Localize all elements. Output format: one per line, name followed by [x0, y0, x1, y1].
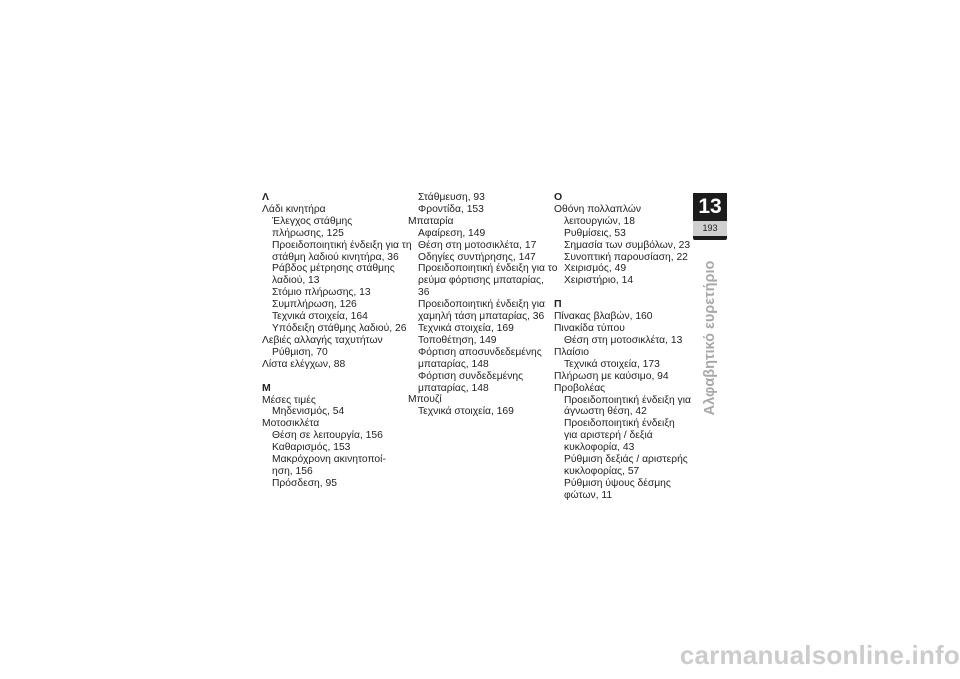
index-entry: Μπαταρία [408, 215, 454, 227]
index-entry: Λάδι κινητήρα [262, 203, 326, 215]
index-entry-continuation: κυκλοφορίας, 57 [564, 465, 640, 477]
chapter-tab [693, 193, 727, 240]
index-subentry: Προειδοποιητική ένδειξη για το [418, 263, 558, 275]
index-entry-continuation: στάθμη λαδιού κινητήρα, 36 [272, 251, 399, 263]
index-subentry: Ράβδος μέτρησης στάθμης [272, 263, 395, 275]
index-subentry: Τοποθέτηση, 149 [418, 334, 497, 346]
index-subentry: Προειδοποιητική ένδειξη για [564, 394, 691, 406]
index-entry-continuation: μπαταρίας, 148 [418, 382, 489, 394]
index-subentry: Τεχνικά στοιχεία, 169 [418, 322, 514, 334]
index-entry-continuation: μπαταρίας, 148 [418, 358, 489, 370]
index-entry-continuation: φώτων, 11 [564, 489, 613, 501]
index-subentry: Θέση στη μοτοσικλέτα, 17 [418, 239, 537, 251]
index-entry-continuation: άγνωστη θέση, 42 [564, 406, 647, 418]
index-subentry: Έλεγχος στάθμης [272, 215, 353, 227]
chapter-number: 13 [698, 195, 722, 218]
index-entry: Πλαίσιο [554, 346, 590, 358]
index-subentry: Στάθμευση, 93 [418, 192, 485, 203]
index-subentry: Ρύθμιση δεξιάς / αριστερής [564, 454, 688, 466]
index-subentry: Προειδοποιητική ένδειξη για [418, 299, 545, 311]
index-subentry: Προειδοποιητική ένδειξη [564, 418, 675, 430]
index-subentry: Χειρισμός, 49 [564, 263, 627, 275]
index-subentry: Προειδοποιητική ένδειξη για τη [272, 239, 412, 251]
index-entry-continuation: λαδιού, 13 [272, 275, 320, 287]
index-letter-heading: Π [554, 298, 562, 311]
index-subentry: Τεχνικά στοιχεία, 173 [564, 358, 660, 370]
index-column-1 [262, 192, 412, 490]
index-entry-continuation: λειτουργιών, 18 [564, 215, 635, 227]
index-subentry: Ρυθμίσεις, 53 [564, 227, 626, 239]
index-subentry: Ρύθμιση, 70 [272, 346, 328, 358]
index-entry-continuation: κυκλοφορία, 43 [564, 442, 635, 454]
index-entry: Λεβιές αλλαγής ταχυτήτων [262, 334, 383, 346]
index-subentry: Σημασία των συμβόλων, 23 [564, 239, 691, 251]
index-subentry: Υπόδειξη στάθμης λαδιού, 26 [272, 322, 407, 334]
index-subentry: Μηδενισμός, 54 [272, 406, 345, 418]
index-entry: Μοτοσικλέτα [262, 418, 320, 430]
index-subentry: Ρύθμιση ύψους δέσμης [564, 477, 671, 489]
index-subentry: Οδηγίες συντήρησης, 147 [418, 251, 536, 263]
index-subentry: Φροντίδα, 153 [418, 203, 484, 215]
index-subentry: Πρόσδεση, 95 [272, 477, 337, 489]
index-column-2 [408, 192, 558, 418]
index-subentry: Φόρτιση αποσυνδεδεμένης [418, 346, 542, 358]
index-entry: Μπουζί [408, 394, 442, 406]
page-number: 193 [693, 221, 727, 236]
index-entry-continuation: πλήρωσης, 125 [272, 227, 344, 239]
index-subentry: Τεχνικά στοιχεία, 169 [418, 406, 514, 418]
index-subentry: Θέση σε λειτουργία, 156 [272, 430, 383, 442]
index-letter-heading: Ο [554, 191, 563, 203]
index-subentry: Μακρόχρονη ακινητοποί- [272, 454, 386, 466]
index-subentry: Αφαίρεση, 149 [418, 227, 486, 239]
index-entry-continuation: για αριστερή / δεξιά [564, 430, 653, 442]
index-subentry: Στόμιο πλήρωσης, 13 [272, 287, 371, 299]
index-subentry: Χειριστήριο, 14 [564, 275, 634, 287]
index-entry: Πλήρωση με καύσιμο, 94 [554, 370, 669, 382]
section-sidebar [693, 248, 727, 428]
index-entry: Οθόνη πολλαπλών [554, 203, 642, 215]
index-entry-continuation: ηση, 156 [272, 465, 313, 477]
index-entry: Πίνακας βλαβών, 160 [554, 311, 653, 323]
index-letter-heading: Λ [262, 191, 270, 203]
index-entry: Λίστα ελέγχων, 88 [262, 358, 346, 370]
index-entry-continuation: ρεύμα φόρτισης μπαταρίας, 36 [418, 275, 544, 299]
index-subentry: Φόρτιση συνδεδεμένης [418, 370, 524, 382]
index-letter-heading: Μ [262, 381, 271, 394]
index-entry: Πινακίδα τύπου [554, 323, 625, 335]
index-entry: Προβολέας [554, 382, 606, 394]
index-subentry: Συνοπτική παρουσίαση, 22 [564, 251, 688, 263]
section-title: Αλφαβητικό ευρετήριο [702, 260, 718, 416]
index-entry-continuation: χαμηλή τάση μπαταρίας, 36 [418, 311, 545, 323]
index-entry: Μέσες τιμές [262, 394, 316, 406]
index-subentry: Καθαρισμός, 153 [272, 442, 351, 454]
index-subentry: Θέση στη μοτοσικλέτα, 13 [564, 334, 683, 346]
watermark: carmanualsonline.info [679, 640, 960, 670]
index-subentry: Τεχνικά στοιχεία, 164 [272, 311, 368, 323]
index-subentry: Συμπλήρωση, 126 [272, 299, 357, 311]
index-column-3 [554, 192, 704, 502]
